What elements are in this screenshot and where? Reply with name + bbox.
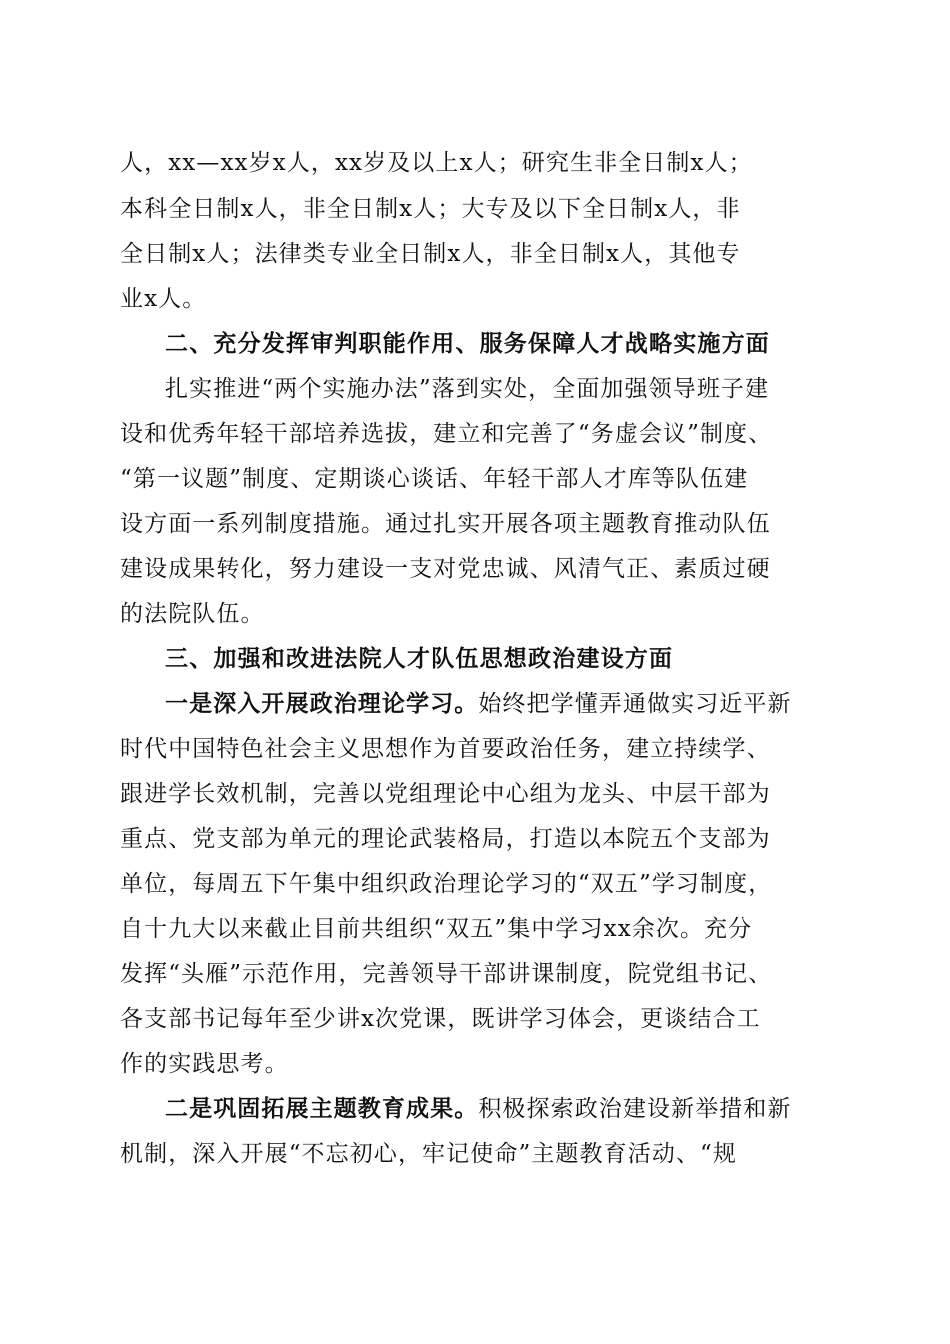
paragraph-lead: 一是深入开展政治理论学习。 <box>165 691 479 717</box>
body-line: 自十九大以来截止目前共组织“双五”集中学习xx余次。充分 <box>120 916 753 942</box>
body-line: 本科全日制x人，非全日制x人；大专及以下全日制x人，非 <box>120 196 741 222</box>
body-line: 作的实践思考。 <box>120 1051 289 1077</box>
body-line: 机制，深入开展“不忘初心，牢记使命”主题教育活动、“规 <box>120 1141 737 1167</box>
body-line: 跟进学长效机制，完善以党组理论中心组为龙头、中层干部为 <box>120 781 771 807</box>
body-line: 时代中国特色社会主义思想作为首要政治任务，建立持续学、 <box>120 736 771 762</box>
body-line: 全日制x人；法律类专业全日制x人，非全日制x人，其他专 <box>120 241 741 267</box>
body-line: 重点、党支部为单元的理论武装格局，打造以本院五个支部为 <box>120 826 771 852</box>
body-line: 业x人。 <box>120 286 207 312</box>
body-line: 单位，每周五下午集中组织政治理论学习的“双五”学习制度， <box>120 871 773 897</box>
body-line: 设方面一系列制度措施。通过扎实开展各项主题教育推动队伍 <box>120 511 771 537</box>
body-text: 积极探索政治建设新举措和新 <box>478 1096 792 1122</box>
body-line: 发挥“头雁”示范作用，完善领导干部讲课制度，院党组书记、 <box>120 961 773 987</box>
paragraph-lead-line <box>165 689 832 719</box>
body-text: 始终把学懂弄通做实习近平新 <box>478 691 792 717</box>
body-line: 各支部书记每年至少讲x次党课，既讲学习体会，更谈结合工 <box>120 1006 761 1032</box>
body-line: 建设成果转化，努力建设一支对党忠诚、风清气正、素质过硬 <box>120 556 771 582</box>
section-heading-3: 三、加强和改进法院人才队伍思想政治建设方面 <box>165 646 674 672</box>
body-line: “第一议题”制度、定期谈心谈话、年轻干部人才库等队伍建 <box>120 466 749 492</box>
body-line: 设和优秀年轻干部培养选拔，建立和完善了“务虚会议”制度、 <box>120 421 773 447</box>
body-line: 扎实推进“两个实施办法”落到实处，全面加强领导班子建 <box>165 376 770 402</box>
body-line: 人，xx—xx岁x人，xx岁及以上x人；研究生非全日制x人； <box>120 150 753 176</box>
paragraph-lead: 二是巩固拓展主题教育成果。 <box>165 1096 479 1122</box>
paragraph-lead-line <box>165 1094 832 1124</box>
body-line: 的法院队伍。 <box>120 601 265 627</box>
section-heading-2: 二、充分发挥审判职能作用、服务保障人才战略实施方面 <box>165 331 770 357</box>
